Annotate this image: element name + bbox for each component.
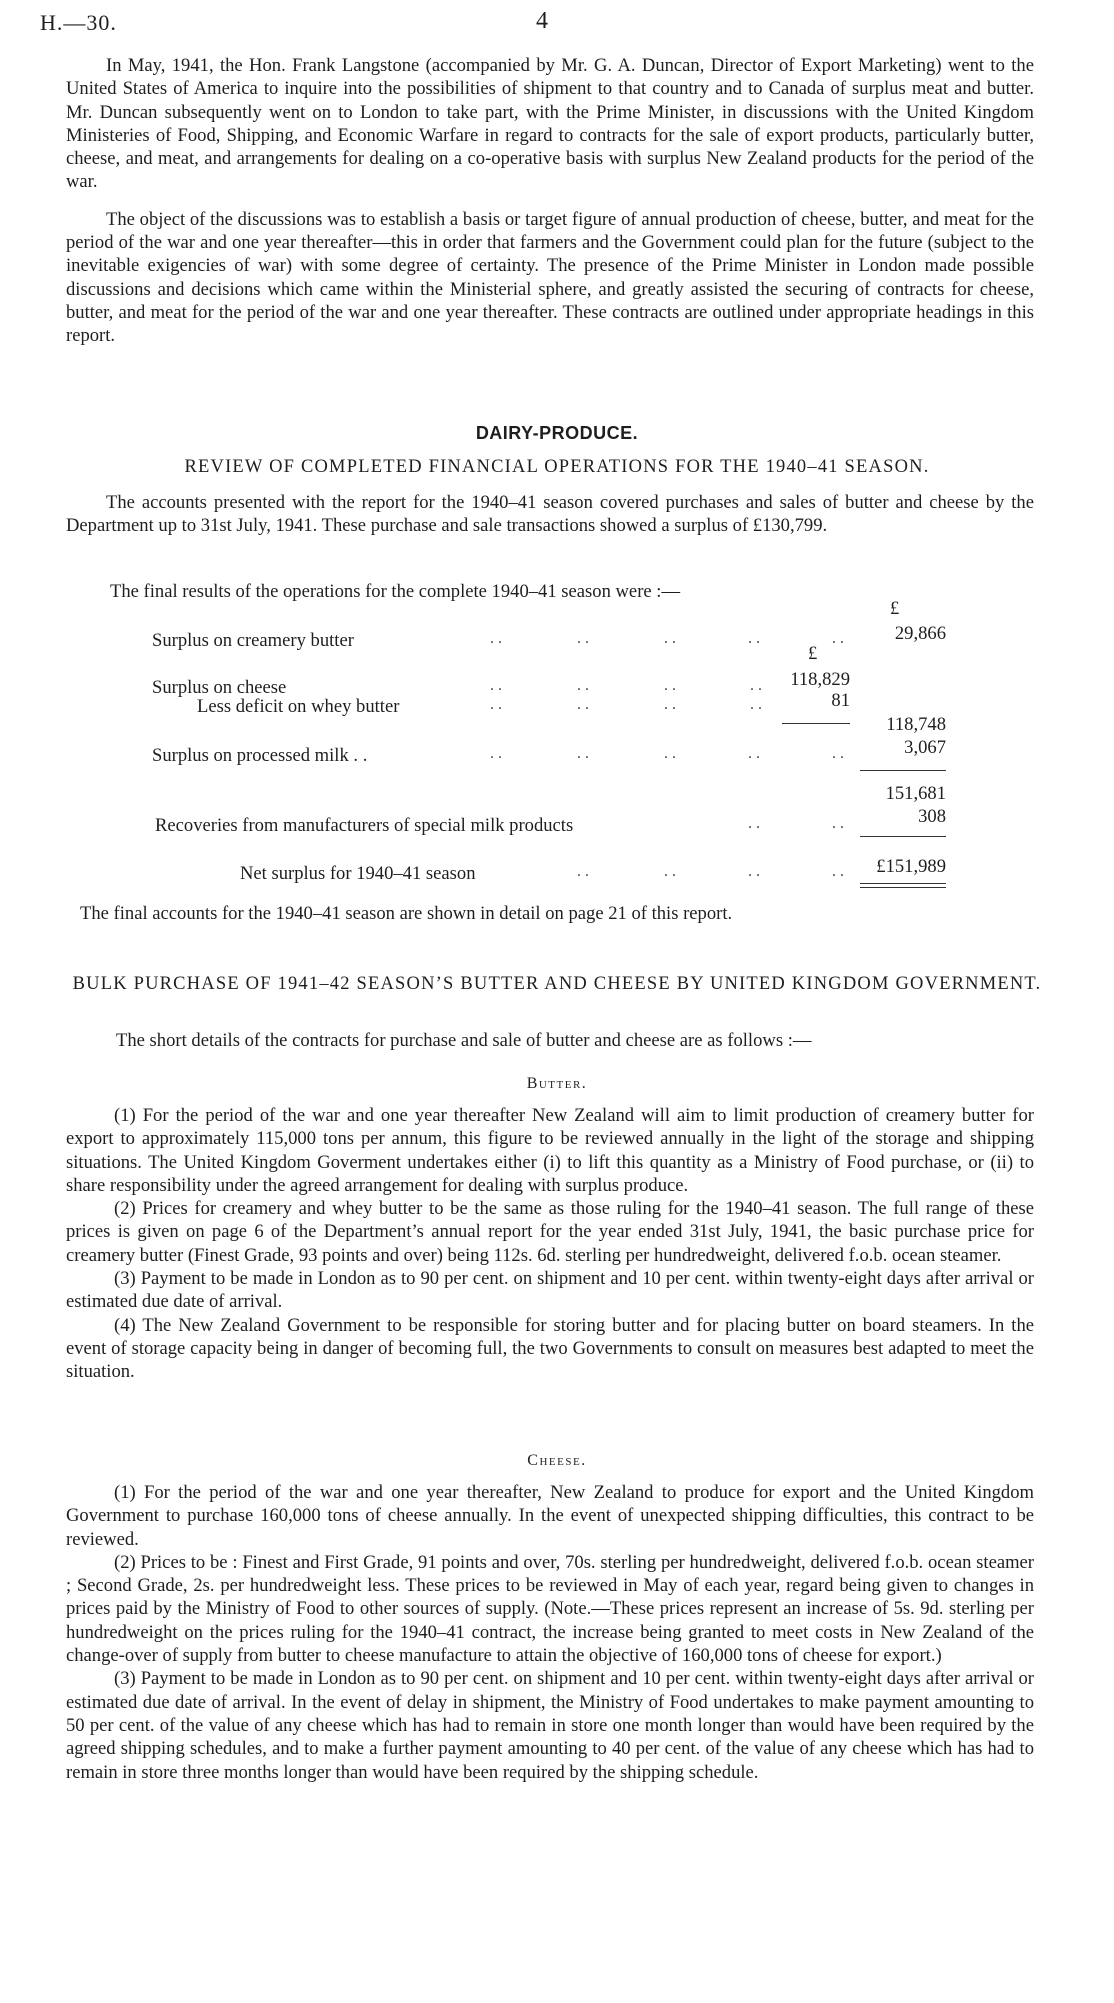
double-rule-bottom bbox=[860, 887, 946, 888]
leader-dots: . . bbox=[748, 745, 760, 762]
final-results-intro: The final results of the operations for the complete 1940–41 season were :— bbox=[110, 581, 681, 602]
row-label-net-surplus: Net surplus for 1940–41 season bbox=[240, 863, 476, 884]
row-label-cheese: Surplus on cheese bbox=[152, 677, 287, 698]
leader-dots: . . bbox=[664, 696, 676, 713]
value-recoveries: 308 bbox=[918, 806, 946, 827]
cheese-item-1: (1) For the period of the war and one year thereafter, New Zealand to produce for export and the United Kingdom Government to purchase 160,000 tons of cheese annually. In the event of unexpected shipping difficulties, this contract to be reviewed. bbox=[66, 1482, 1034, 1550]
intro-paragraph-2: The object of the discussions was to establish a basis or target figure of annual production of cheese, butter, and meat for the period of the war and one year thereafter—this in order that farmers and the Government could plan for the future (subject to the inevitable exigencies of war) with some degree of certainty. The presence of the Prime Minister in London made possible discussions and decisions which came within the Ministerial sphere, and greatly assisted the securing of contracts for cheese, butter, and meat for the period of the war and one year thereafter. These contracts are outlined under appropriate headings in this report. bbox=[66, 208, 1034, 347]
leader-dots: . . bbox=[577, 677, 589, 694]
cheese-item-2: (2) Prices to be : Finest and First Grade, 91 points and over, 70s. sterling per hundredweight, delivered f.o.b. ocean steamer ; Second Grade, 2s. per hundredweight less. These prices to be reviewed in May of each year, regard being given to changes in prices paid by the Ministry of Food to other sources of supply. (Note.—These prices represent an increase of 5s. 9d. sterling per hundredweight on the prices ruling for the 1940–41 contract, the increase being granted to meet costs in New Zealand of the change-over of supply from butter to cheese manufacture to attain the objective of 160,000 tons of cheese for export.) bbox=[66, 1551, 1034, 1667]
cheese-item-3: (3) Payment to be made in London as to 90 per cent. on shipment and 10 per cent. within twenty-eight days after arrival or estimated due date of arrival. In the event of delay in shipment, the Ministry of Food undertakes to make payment amounting to 50 per cent. of the value of any cheese which has had to remain in store one month longer than would have been required by the agreed shipping schedules, and to make a further payment amounting to 40 per cent. of the value of any cheese which has had to remain in store three months longer than would have been required by the shipping schedule. bbox=[66, 1668, 1034, 1783]
leader-dots: . . bbox=[490, 677, 502, 694]
intro-paragraph-1: In May, 1941, the Hon. Frank Langstone (accompanied by Mr. G. A. Duncan, Director of Export Marketing) went to the United States of America to inquire into the possibilities of shipment to that country and to Canada of surplus meat and butter. Mr. Duncan subsequently went on to London to take part, with the Prime Minister, in discussions with the United Kingdom Ministeries of Food, Shipping, and Economic Warfare in regard to contracts for the sale of export products, particularly butter, cheese, and meat, and arrangements for dealing on a co-operative basis with surplus New Zealand products for the period of the war. bbox=[66, 55, 1034, 193]
butter-heading: Butter. bbox=[526, 1075, 588, 1092]
review-paragraph: The accounts presented with the report for the 1940–41 season covered purchases and sales of butter and cheese by the Department up to 31st July, 1941. These purchase and sale transactions showed a surplus of £130,799. bbox=[66, 492, 1034, 537]
butter-contract-list bbox=[66, 1104, 1034, 1384]
row-label-creamery-butter: Surplus on creamery butter bbox=[152, 630, 354, 651]
final-accounts-note: The final accounts for the 1940–41 season are shown in detail on page 21 of this report. bbox=[80, 903, 733, 924]
leader-dots: . . bbox=[490, 696, 502, 713]
double-rule-top bbox=[860, 883, 946, 884]
leader-dots: . . bbox=[664, 630, 676, 647]
butter-item-1: (1) For the period of the war and one year thereafter New Zealand will aim to limit production of creamery butter for export to approximately 115,000 tons per annum, this figure to be reviewed annually in the light of the storage and shipping situations. The United Kingdom Goverment undertakes either (i) to lift this quantity as a Ministry of Food purchase, or (ii) to share responsibility under the agreed arrangement for dealing with surplus produce. bbox=[66, 1105, 1034, 1196]
review-heading: REVIEW OF COMPLETED FINANCIAL OPERATIONS FOR THE 1940–41 SEASON. bbox=[184, 457, 930, 477]
row-label-recoveries: Recoveries from manufacturers of special milk products bbox=[155, 815, 574, 836]
leader-dots: . . bbox=[490, 630, 502, 647]
subtotal-rule bbox=[782, 723, 850, 724]
leader-dots: . . bbox=[748, 630, 760, 647]
leader-dots: . . bbox=[748, 863, 760, 880]
total-rule bbox=[860, 836, 946, 837]
review-section bbox=[66, 491, 1034, 538]
value-cheese-net: 118,748 bbox=[886, 714, 946, 735]
leader-dots: . . bbox=[832, 630, 844, 647]
leader-dots: . . bbox=[750, 677, 762, 694]
leader-dots: . . bbox=[577, 630, 589, 647]
butter-item-2: (2) Prices for creamery and whey butter to be the same as those ruling for the 1940–41 season. The full range of these prices is given on page 6 of the Department’s annual report for the year ended 31st July, 1941, the basic purchase price for creamery butter (Finest Grade, 93 points and over) being 112s. 6d. sterling per hundredweight, delivered f.o.b. ocean steamer. bbox=[66, 1198, 1034, 1266]
value-whey-deficit: 81 bbox=[831, 690, 850, 711]
butter-item-4: (4) The New Zealand Government to be responsible for storing butter and for placing butter on board steamers. In the event of storage capacity being in danger of becoming full, the two Governments to consult on measures best adapted to meet the situation. bbox=[66, 1314, 1034, 1383]
leader-dots: . . bbox=[750, 696, 762, 713]
leader-dots: . . bbox=[664, 677, 676, 694]
currency-symbol-subtotals: £ bbox=[808, 643, 818, 664]
leader-dots: . . bbox=[577, 863, 589, 880]
row-label-whey-butter: Less deficit on whey butter bbox=[197, 696, 400, 717]
leader-dots: . . bbox=[577, 696, 589, 713]
intro-section bbox=[66, 54, 1034, 348]
butter-item-3: (3) Payment to be made in London as to 90 per cent. on shipment and 10 per cent. within twenty-eight days after arrival or estimated due date of arrival. bbox=[66, 1268, 1034, 1313]
leader-dots: . . bbox=[832, 815, 844, 832]
leader-dots: . . bbox=[832, 863, 844, 880]
dairy-produce-heading: DAIRY-PRODUCE. bbox=[475, 423, 639, 443]
contracts-intro: The short details of the contracts for purchase and sale of butter and cheese are as follows :— bbox=[116, 1030, 812, 1051]
total-rule bbox=[860, 770, 946, 771]
cheese-heading: Cheese. bbox=[527, 1452, 587, 1469]
leader-dots: . . bbox=[490, 745, 502, 762]
page-number: 4 bbox=[536, 8, 548, 34]
leader-dots: . . bbox=[748, 815, 760, 832]
value-processed-milk: 3,067 bbox=[904, 737, 946, 758]
value-cheese-subtotal: 118,829 bbox=[790, 669, 850, 690]
leader-dots: . . bbox=[577, 745, 589, 762]
document-reference: H.—30. bbox=[40, 10, 117, 35]
value-creamery-butter: 29,866 bbox=[894, 623, 946, 644]
leader-dots: . . bbox=[664, 745, 676, 762]
currency-symbol-totals: £ bbox=[890, 598, 900, 619]
leader-dots: . . bbox=[832, 745, 844, 762]
bulk-purchase-heading: BULK PURCHASE OF 1941–42 SEASON’S BUTTER AND CHEESE BY UNITED KINGDOM GOVERNMENT. bbox=[72, 974, 1042, 994]
row-label-processed-milk: Surplus on processed milk . . bbox=[152, 745, 368, 766]
value-subtotal: 151,681 bbox=[885, 783, 946, 804]
value-net-surplus: £151,989 bbox=[876, 856, 946, 877]
leader-dots: . . bbox=[664, 863, 676, 880]
cheese-contract-list bbox=[66, 1481, 1034, 1784]
